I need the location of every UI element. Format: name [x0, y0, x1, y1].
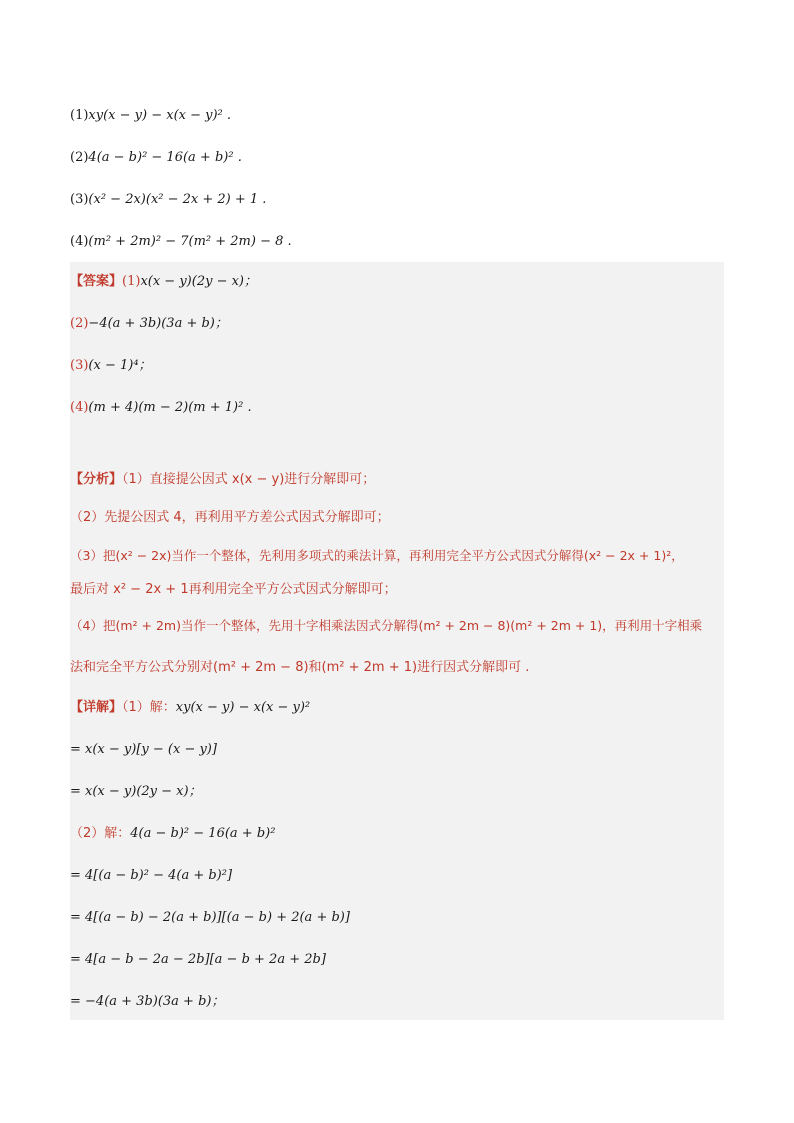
detail-label: 【详解】 — [70, 700, 123, 715]
analysis-text: 法和完全平方公式分别对(m² + 2m − 8)和(m² + 2m + 1)进行因式分解即可 . — [70, 660, 530, 675]
answer-line-3 — [70, 356, 724, 376]
detail-step: = 4[a − b − 2a − 2b][a − b + 2a + 2b] — [70, 952, 326, 967]
answer-expression: −4(a + 3b)(3a + b)； — [88, 316, 228, 331]
question-number: (3) — [70, 192, 89, 207]
question-number: (1) — [70, 108, 89, 123]
detail-expression: 4(a − b)² − 16(a + b)² — [130, 826, 276, 841]
question-4 — [70, 232, 724, 252]
question-expression: (x² − 2x)(x² − 2x + 2) + 1 . — [88, 192, 267, 207]
question-3 — [70, 190, 724, 210]
question-1 — [70, 106, 724, 126]
detail-expression: xy(x − y) − x(x − y)² — [175, 700, 311, 715]
answer-expression: (x − 1)⁴； — [88, 358, 152, 373]
question-2 — [70, 148, 724, 168]
analysis-text: （1）直接提公因式 x(x − y)进行分解即可； — [122, 472, 376, 487]
detail-prefix: （1）解： — [122, 700, 176, 715]
analysis-line-6 — [70, 658, 724, 678]
question-expression: 4(a − b)² − 16(a + b)² . — [88, 150, 242, 165]
detail-step: = 4[(a − b)² − 4(a + b)²] — [70, 868, 233, 883]
detail-step: = x(x − y)[y − (x − y)] — [70, 742, 217, 757]
answer-label: 【答案】 — [70, 274, 123, 289]
answer-number: (3) — [70, 358, 89, 373]
answer-line-1 — [70, 272, 724, 292]
question-number: (4) — [70, 234, 89, 249]
question-number: (2) — [70, 150, 89, 165]
question-expression: (m² + 2m)² − 7(m² + 2m) − 8 . — [88, 234, 292, 249]
analysis-text: 最后对 x² − 2x + 1再利用完全平方公式因式分解即可； — [70, 582, 397, 597]
detail-prefix: （2）解： — [70, 826, 131, 841]
analysis-label: 【分析】 — [70, 472, 123, 487]
analysis-text: （3）把(x² − 2x)当作一个整体，先利用多项式的乘法计算，再利用完全平方公式因式分解得(x² − 2x + 1)²， — [70, 548, 684, 563]
question-expression: xy(x − y) − x(x − y)² . — [88, 108, 232, 123]
answer-expression: (m + 4)(m − 2)(m + 1)² . — [88, 400, 252, 415]
answer-line-4 — [70, 398, 724, 418]
answer-number: (1) — [122, 274, 141, 289]
answer-expression: x(x − y)(2y − x)； — [140, 274, 257, 289]
detail-line-q2 — [70, 824, 724, 844]
analysis-text: （2）先提公因式 4，再利用平方差公式因式分解即可； — [70, 510, 390, 525]
analysis-line-5 — [70, 616, 724, 636]
answer-line-2 — [70, 314, 724, 334]
detail-line-q1 — [70, 698, 724, 718]
analysis-line-1 — [70, 470, 724, 490]
analysis-line-3 — [70, 546, 724, 566]
answer-number: (4) — [70, 400, 89, 415]
answer-number: (2) — [70, 316, 89, 331]
detail-step: = −4(a + 3b)(3a + b)； — [70, 994, 225, 1009]
detail-step: = x(x − y)(2y − x)； — [70, 784, 202, 799]
analysis-text: （4）把(m² + 2m)当作一个整体，先用十字相乘法因式分解得(m² + 2m − 8)(m² + 2m + 1)，再利用十字相乘 — [70, 618, 703, 633]
analysis-line-4 — [70, 580, 724, 600]
detail-step: = 4[(a − b) − 2(a + b)][(a − b) + 2(a + b)] — [70, 910, 350, 925]
analysis-line-2 — [70, 508, 724, 528]
